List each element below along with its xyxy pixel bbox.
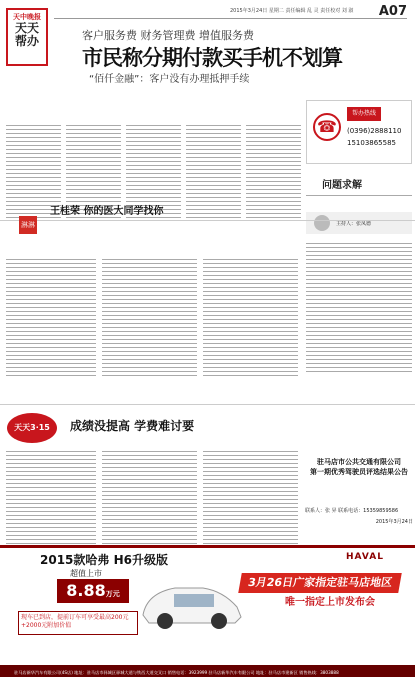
tiantian-bangban-logo: [6, 8, 48, 66]
ad-price: [57, 579, 129, 603]
brand-main-line-2: 帮办: [14, 34, 39, 48]
hotline-number-1: (0396)2888110: [347, 127, 402, 135]
story-2-text-column-3: [203, 256, 298, 376]
qa-host-name: 主持人：张凤德: [336, 221, 372, 227]
launch-event-banner: 3月26日广家指定驻马店地区: [238, 573, 402, 593]
section-divider-2: [0, 404, 415, 405]
hotline-number-2: 15103865585: [347, 139, 396, 147]
ad-product-title: 2015款哈弗 H6升级版: [40, 553, 168, 567]
qa-column: [306, 180, 412, 385]
dealer-contact-footer: 驻马店新华汽车有限公司(4S店) 地址：驻马店市驿城区驿城大道与铁西大道交叉口 销售电话：3923999 驻马店新华汽车有限公司 地址：驻马店市建新区 销售热线：3803888: [0, 665, 415, 677]
ad-promotion-text: 现车已到店，提前订车可享受最高200元+2000元附加价值: [18, 611, 138, 635]
hotline-label: 帮办热线: [347, 107, 381, 121]
public-transit-notice: [305, 457, 413, 525]
hotline-box: [306, 100, 412, 164]
story-3-text-column-3: [203, 448, 298, 544]
story-2-text-column-2: [102, 256, 197, 376]
suv-image: [135, 573, 247, 633]
phone-icon: ☎: [313, 113, 341, 141]
notice-contact: 联系人：张 昇 联系电话：15359859586: [305, 508, 399, 514]
issue-meta: 2015年3月24日 星期二 责任编辑 乱 灵 责任校对 刘 淑: [230, 8, 354, 14]
article-text-column-5: [246, 122, 301, 218]
qa-text-body: [306, 240, 412, 375]
notice-date: 2015年3月24日: [375, 519, 413, 525]
story-2-text-column-1: [6, 256, 96, 376]
story-3-text-column-2: [102, 448, 197, 544]
ad-price-label: 超值上市: [70, 569, 102, 578]
haval-logo: HAVAL: [346, 552, 384, 562]
search-person-badge-icon: 淋淋寻找: [19, 216, 37, 234]
tuition-story-heading: [0, 417, 300, 442]
notice-title-line-2: 第一期优秀驾驶员评选结果公告: [310, 468, 408, 476]
article-kicker: 客户服务费 财务管理费 增值服务费: [82, 29, 254, 42]
section-divider-1: [0, 220, 415, 221]
story-3-text-column-1: [6, 448, 96, 544]
ad-price-value: 8.88: [66, 581, 106, 600]
brand-top-label: 天中晚报: [13, 13, 41, 21]
article-headline: 市民称分期付款买手机不划算: [82, 46, 342, 70]
consumer-day-315-logo: 天天3·15: [7, 413, 57, 443]
qa-title: 问题求解: [322, 180, 362, 191]
haval-h6-advertisement[interactable]: [0, 545, 415, 677]
find-classmate-title: 王桂荣 你的医大同学找你: [50, 206, 164, 217]
page-number: A07: [378, 4, 407, 19]
brand-main-line-1: 天天: [14, 21, 39, 35]
tuition-story-title: 成绩没提高 学费难讨要: [70, 419, 195, 433]
launch-event-subtitle: 唯一指定上市发布会: [270, 596, 390, 610]
notice-title-line-1: 驻马店市公共交通有限公司: [317, 458, 401, 466]
host-avatar-icon: [314, 215, 330, 231]
header-divider: [54, 18, 407, 19]
ad-price-unit: 万元: [105, 590, 120, 598]
article-subhead: “佰仟金融”：客户没有办理抵押手续: [89, 74, 250, 85]
qa-host-banner: [306, 212, 412, 234]
